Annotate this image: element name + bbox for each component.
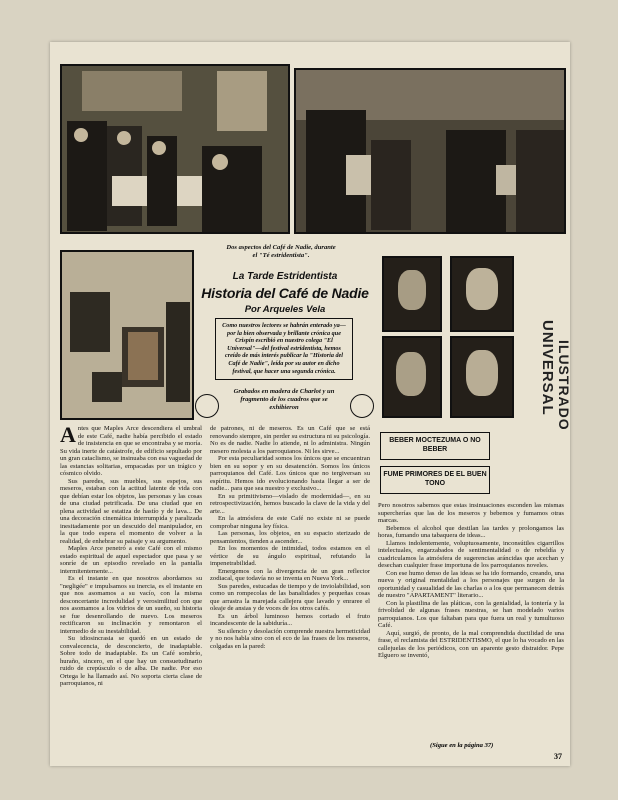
ornament-left [195,394,219,418]
magazine-page [50,42,570,766]
article-kicker: La Tarde Estridentista [232,271,338,282]
exhibit-photo [60,250,194,420]
ornament-right [350,394,374,418]
column-1: Antes que Maples Arce descendiera el umbral de este Café, nadie había percibido el estado de insistencia en que se encontraba y se moría. Su vida inerte de catástrofe, de edificio sepultado por un gran cataclismo, se insinuaba con esa vaguedad de las estancias solitarias, empacadas por un trágico y cósmico olvido. Sus paredes, sus muebles, sus espejos, sus meseros, estaban con la actitud latente de vida con que debían estar los objetos, las personas y las cosas de una ciudad petrificada. De una ciudad que en plena actividad se estatiza de hastío y de lava... De una decoración cinemática interrumpida y paralizada inesitadamente por un descuido del manipulador, en la que todo espera el momento de volver a la realidad, de enhebrar su paisaje y su argumento. Maples Arce penetró a este Café con el mismo estado espiritual de aquel espectador que pasa y se sonríe de un episodio revelado en la pantalla intermitentemente... Es el instante en que nosotros abordamos su "negligée" e impulsamos su inercia, es el instante en que nos asomamos a su vacío, con la misma desconcertante incredulidad y verosimilitud con que nos asomamos a los vidrios de un sueño, su historia se fue desenrollando de nuevo. Los meseros rectificaron su inclinación y remontaron el intermedio de su inestabilidad. Su idiosincrasia se quedó en un estado de convalecencia, de desconcierto, de inadaptable. Sobre todo de inadaptable. Es un Café sombrío, huraño, sincero, en el que hay un consuetudinario ruido de crepúsculo o de alba. De nadie. Por eso Ortega le ha llamado así. No soporta cierta clase de parroquianos, ni [60,425,202,687]
woodcut-4 [450,336,514,418]
page-number: 37 [554,752,562,761]
cafe-photo-left [60,64,290,234]
column-2: de patrones, ni de meseros. Es un Café que se está renovando siempre, sin perder su estructura ni su psicología. No es de nadie. Nadie lo atiende, ni lo administra. Ningún mesero molesta a los parroquianos. Ni les sirve... Por esta peculiaridad somos los únicos que se encuentran bien en su sopor y en su desatención. Somos los únicos parroquianos del Café. Los únicos que no tergiversan su espíritu. Hemos ido evolucionando hasta llegar a ser de nadie... para que sea nuestro y exclusivo... En su primitivismo—vislado de modernidad—, en su retrospectivización, hemos buscado la clave de la vida y del arte... En la atmósfera de este Café no existe ni se puede comprobar ninguna ley física. Las personas, los objetos, en su espacio sterizado de pensamientos, tienden a ascender... En los momentos de intimidad, todos estamos en el vértice de su ángulo espiritual, refutando la impenetrabilidad. Emergemos con la divergencia de un gran reflector zodiacal, que todavía no se inventa en Nueva York... Sus paredes, estucadas de tiempo y de inviolabilidad, son como un rompecolas de las banalidades y pequeñas cosas que arrastra la marejada callejera que lavado y enraree el oleaje de ansias y de voces de los otros cafés. Es un árbol luminoso hemos cortado el fruto incandescente de la sabiduría... Su silencio y desolación comprende nuestra hermeticidad y no nos habla sino con el eco de las frases de los meseros, colgadas en la pared: [210,425,370,650]
intro-box: Como nuestros lectores se habrán enterado ya—por la bien observada y brillante crónica que Crispín escribió en nuestro colega "El Universal"—del festival estridentista, hemos creído de más interés publicar la "Historia del Café de Nadie", leída por su autor en dicho festival, que hacer una segunda crónica. [215,318,353,380]
headbox-beber: BEBER MOCTEZUMA O NO BEBER [380,432,490,460]
photo-caption: Dos aspectos del Café de Nadie, durante el "Té estridentista". [226,244,336,259]
woodcut-2 [450,256,514,332]
masthead-ilustrado: ILUSTRADO [556,340,572,431]
article-title: Historia del Café de Nadie [201,285,369,301]
column-3: Pero nosotros sabemos que estas insinuaciones esconden las mismas supercherías que las de los meseros y bebemos y fumamos otras marcas. Bebemos el alcohol que destilan las tardes y prolongamos las horas, fumando una tabaquera de ideas... Llamos indolentemente, voluptuosamente, inconsútiles cigarrillos intelectuales, engarzabados de sentimentalidad o de rebeldía y cuadriculamos la atmósfera de sugerencias aráncidas que acechan y desechan cualquier frase importuna de los parroquianos noveles. Con ese humo denso de las ideas se ha ido formando, creando, una nueva y original mentalidad a los personajes que surgen de la oportunidad y casualidad de las charlas o a los que permanecen detrás de nuestro "APARTAMENT" literario... Con la plastilina de las pláticas, con la genialidad, la tontería y la frivolidad de algunas frases nuestras, se han modelado varios parroquianos. Los que faltaban para que fuera un real y tumultuoso Café. Aquí, surgió, de pronto, de la mal comprendida ductilidad de una frase, el reclamista del ESTRIDENTISMO, el que lo ha vocado en las callejuelas de los periódicos, con un aparente gesto distraidor. Pepe Elguero se inventó, [378,502,564,659]
drop-cap: A [60,425,76,447]
article-byline: Por Arqueles Vela [244,304,326,315]
headbox-fume: FUME PRIMORES DE EL BUEN TONO [380,466,490,494]
woodcut-1 [382,256,442,332]
woodcut-caption: Grabados en madera de Charlot y un fragmento de los cuadros que se exhibieron [233,388,335,411]
masthead-universal: UNIVERSAL [539,320,556,416]
cafe-photo-right [294,68,566,234]
continued-note: (Sigue en la página 37) [430,742,494,749]
woodcut-3 [382,336,442,418]
